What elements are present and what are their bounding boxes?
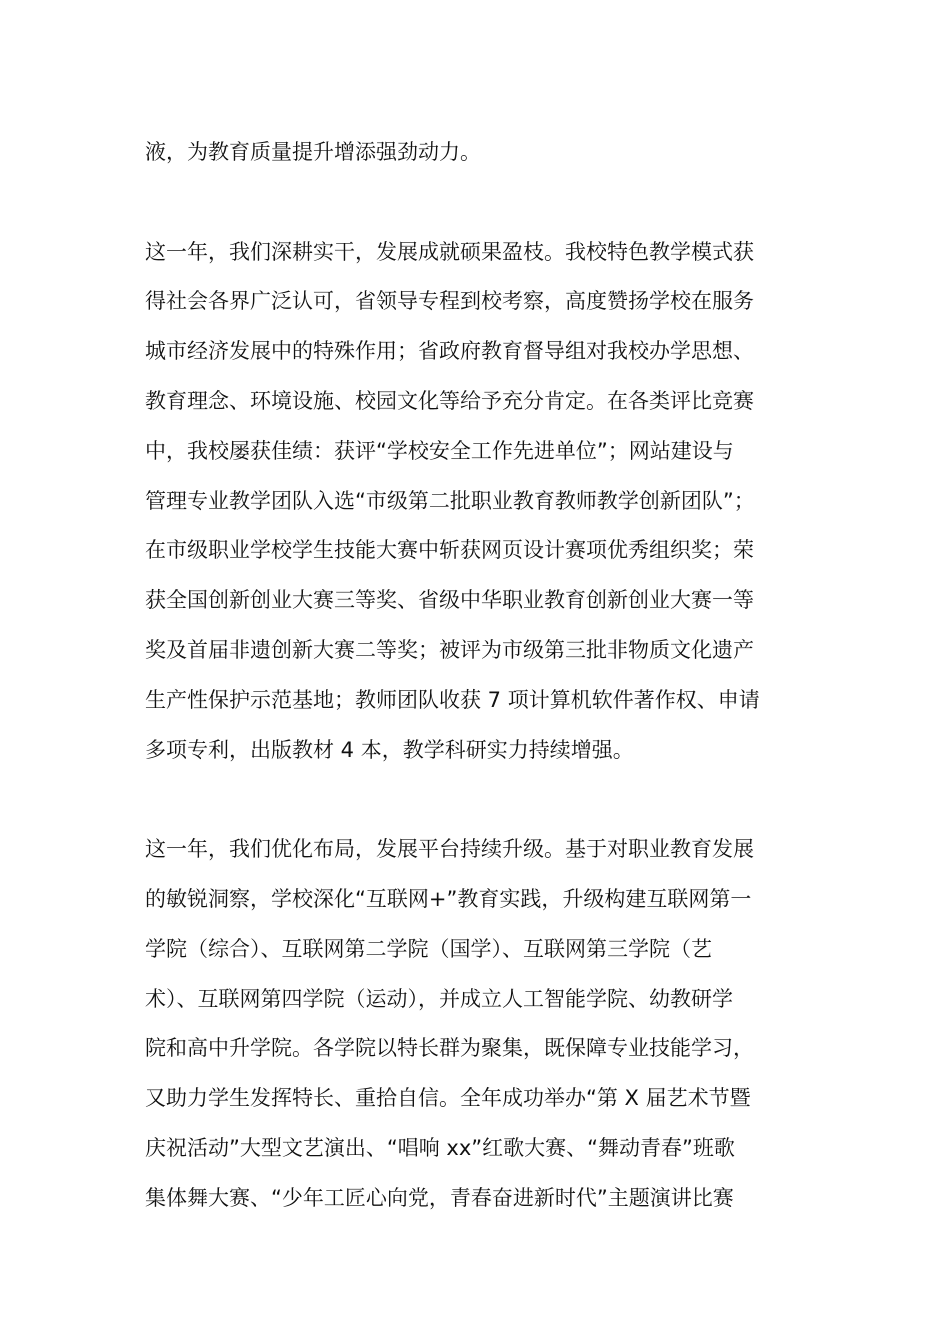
text-line: 液，为教育质量提升增添强劲动力。 (145, 140, 481, 164)
text-line: 奖及首届非遗创新大赛二等奖；被评为市级第三批非物质文化遗产 (145, 637, 754, 662)
text-line: 城市经济发展中的特殊作用；省政府教育督导组对我校办学思想、 (145, 339, 754, 364)
text-line: 得社会各界广泛认可，省领导专程到校考察，高度赞扬学校在服务 (145, 289, 754, 314)
text-line: 的敏锐洞察，学校深化“互联网+”教育实践，升级构建互联网第一 (145, 886, 752, 911)
document-body (145, 128, 813, 1224)
text-line: 获全国创新创业大赛三等奖、省级中华职业教育创新创业大赛一等 (145, 588, 754, 613)
text-line: 中，我校屡获佳绩：获评“学校安全工作先进单位”；网站建设与 (145, 438, 734, 463)
text-line: 管理专业教学团队入选“市级第二批职业教育教师教学创新团队”； (145, 488, 755, 513)
text-line: 庆祝活动”大型文艺演出、“唱响 xx”红歌大赛、“舞动青春”班歌 (145, 1135, 735, 1160)
paragraph-1 (145, 128, 813, 178)
text-line: 教育理念、环境设施、校园文化等给予充分肯定。在各类评比竞赛 (145, 388, 754, 413)
paragraph-3 (145, 825, 813, 1223)
text-line: 在市级职业学校学生技能大赛中斩获网页设计赛项优秀组织奖；荣 (145, 538, 754, 563)
text-line: 院和高中升学院。各学院以特长群为聚集，既保障专业技能学习， (145, 1036, 754, 1061)
text-line: 这一年，我们深耕实干，发展成就硕果盈枝。我校特色教学模式获 (145, 239, 754, 264)
paragraph-gap (145, 775, 813, 825)
text-line: 生产性保护示范基地；教师团队收获 7 项计算机软件著作权、申请 (145, 687, 760, 712)
text-line: 学院（综合）、互联网第二学院（国学）、互联网第三学院（艺 (145, 936, 712, 961)
text-line: 这一年，我们优化布局，发展平台持续升级。基于对职业教育发展 (145, 837, 754, 862)
text-line: 又助力学生发挥特长、重拾自信。全年成功举办“第 X 届艺术节暨 (145, 1086, 751, 1111)
text-line: 集体舞大赛、“少年工匠心向党，青春奋进新时代”主题演讲比赛 (145, 1185, 734, 1210)
paragraph-2 (145, 228, 813, 776)
text-line: 术）、互联网第四学院（运动），并成立人工智能学院、幼教研学 (145, 986, 733, 1011)
text-line: 多项专利，出版教材 4 本，教学科研实力持续增强。 (145, 737, 634, 762)
paragraph-gap (145, 178, 813, 228)
